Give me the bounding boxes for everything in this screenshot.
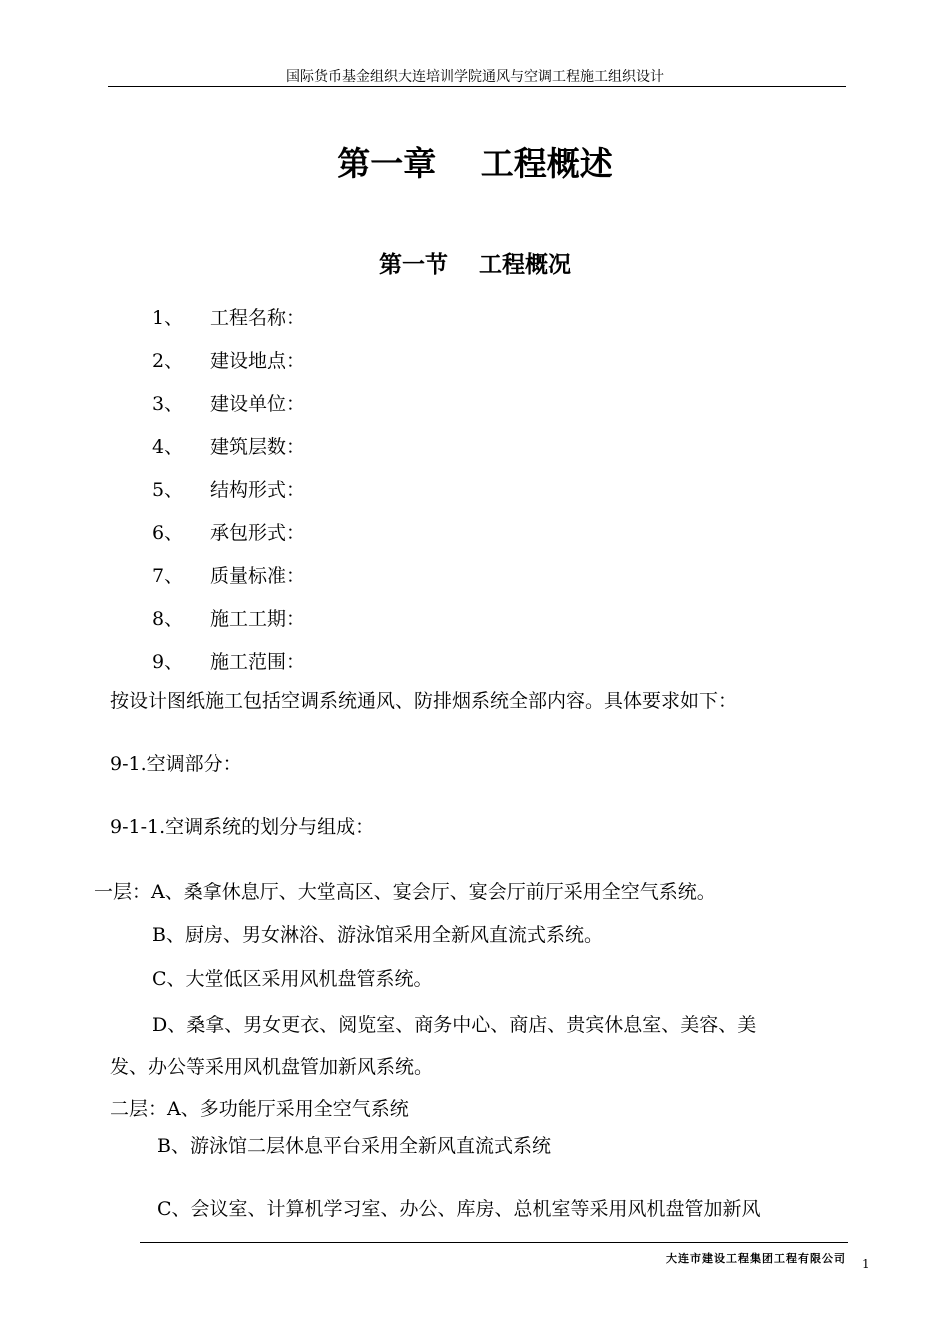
- section-title: 第一节 工程概况: [378, 251, 571, 278]
- list-item: [152, 389, 305, 416]
- subheading-9-1: 9-1.空调部分：: [110, 753, 242, 775]
- header-rule: [108, 86, 846, 87]
- floor2-item-c: C、会议室、计算机学习室、办公、库房、总机室等采用风机盘管加新风: [157, 1198, 761, 1220]
- list-item-label: 建筑层数：: [210, 436, 306, 458]
- list-item-number: 7、: [152, 565, 184, 587]
- list-item: [152, 647, 305, 674]
- list-item-number: 3、: [152, 393, 184, 415]
- running-header: 国际货币基金组织大连培训学院通风与空调工程施工组织设计: [286, 69, 664, 85]
- footer-rule: [140, 1242, 848, 1243]
- list-item-number: 5、: [152, 479, 184, 501]
- floor2-item-b: B、游泳馆二层休息平台采用全新风直流式系统: [157, 1135, 551, 1157]
- footer-company: 大连市建设工程集团工程有限公司: [666, 1252, 846, 1265]
- list-item: [152, 303, 305, 330]
- list-item-label: 建设地点：: [210, 350, 306, 372]
- floor1-item-a: 一层：A、桑拿休息厅、大堂高区、宴会厅、宴会厅前厅采用全空气系统。: [94, 881, 716, 903]
- list-item-label: 结构形式：: [210, 479, 306, 501]
- list-item: [152, 518, 305, 545]
- list-item: [152, 561, 305, 588]
- floor2-item-a: 二层：A、多功能厅采用全空气系统: [110, 1098, 409, 1120]
- list-item-number: 9、: [152, 651, 184, 673]
- list-item-label: 承包形式：: [210, 522, 306, 544]
- list-item-number: 2、: [152, 350, 184, 372]
- list-item-label: 工程名称：: [210, 307, 306, 329]
- list-item-number: 8、: [152, 608, 184, 630]
- floor1-item-d-line2: 发、办公等采用风机盘管加新风系统。: [110, 1056, 434, 1078]
- subheading-9-1-1: 9-1-1.空调系统的划分与组成：: [110, 816, 375, 838]
- list-item-number: 6、: [152, 522, 184, 544]
- page-number: 1: [862, 1257, 870, 1271]
- list-item: [152, 475, 305, 502]
- list-item-label: 施工范围：: [210, 651, 306, 673]
- list-item: [152, 432, 305, 459]
- list-item-label: 质量标准：: [210, 565, 306, 587]
- list-item-number: 4、: [152, 436, 184, 458]
- list-item: [152, 604, 305, 631]
- floor1-item-d-line1: D、桑拿、男女更衣、阅览室、商务中心、商店、贵宾休息室、美容、美: [152, 1014, 757, 1036]
- chapter-title: 第一章 工程概述: [337, 144, 613, 183]
- floor1-item-c: C、大堂低区采用风机盘管系统。: [152, 968, 433, 990]
- list-item-label: 建设单位：: [210, 393, 306, 415]
- floor1-item-b: B、厨房、男女淋浴、游泳馆采用全新风直流式系统。: [152, 924, 603, 946]
- scope-paragraph: 按设计图纸施工包括空调系统通风、防排烟系统全部内容。具体要求如下：: [110, 690, 738, 712]
- list-item: [152, 346, 305, 373]
- list-item-number: 1、: [152, 307, 184, 329]
- list-item-label: 施工工期：: [210, 608, 306, 630]
